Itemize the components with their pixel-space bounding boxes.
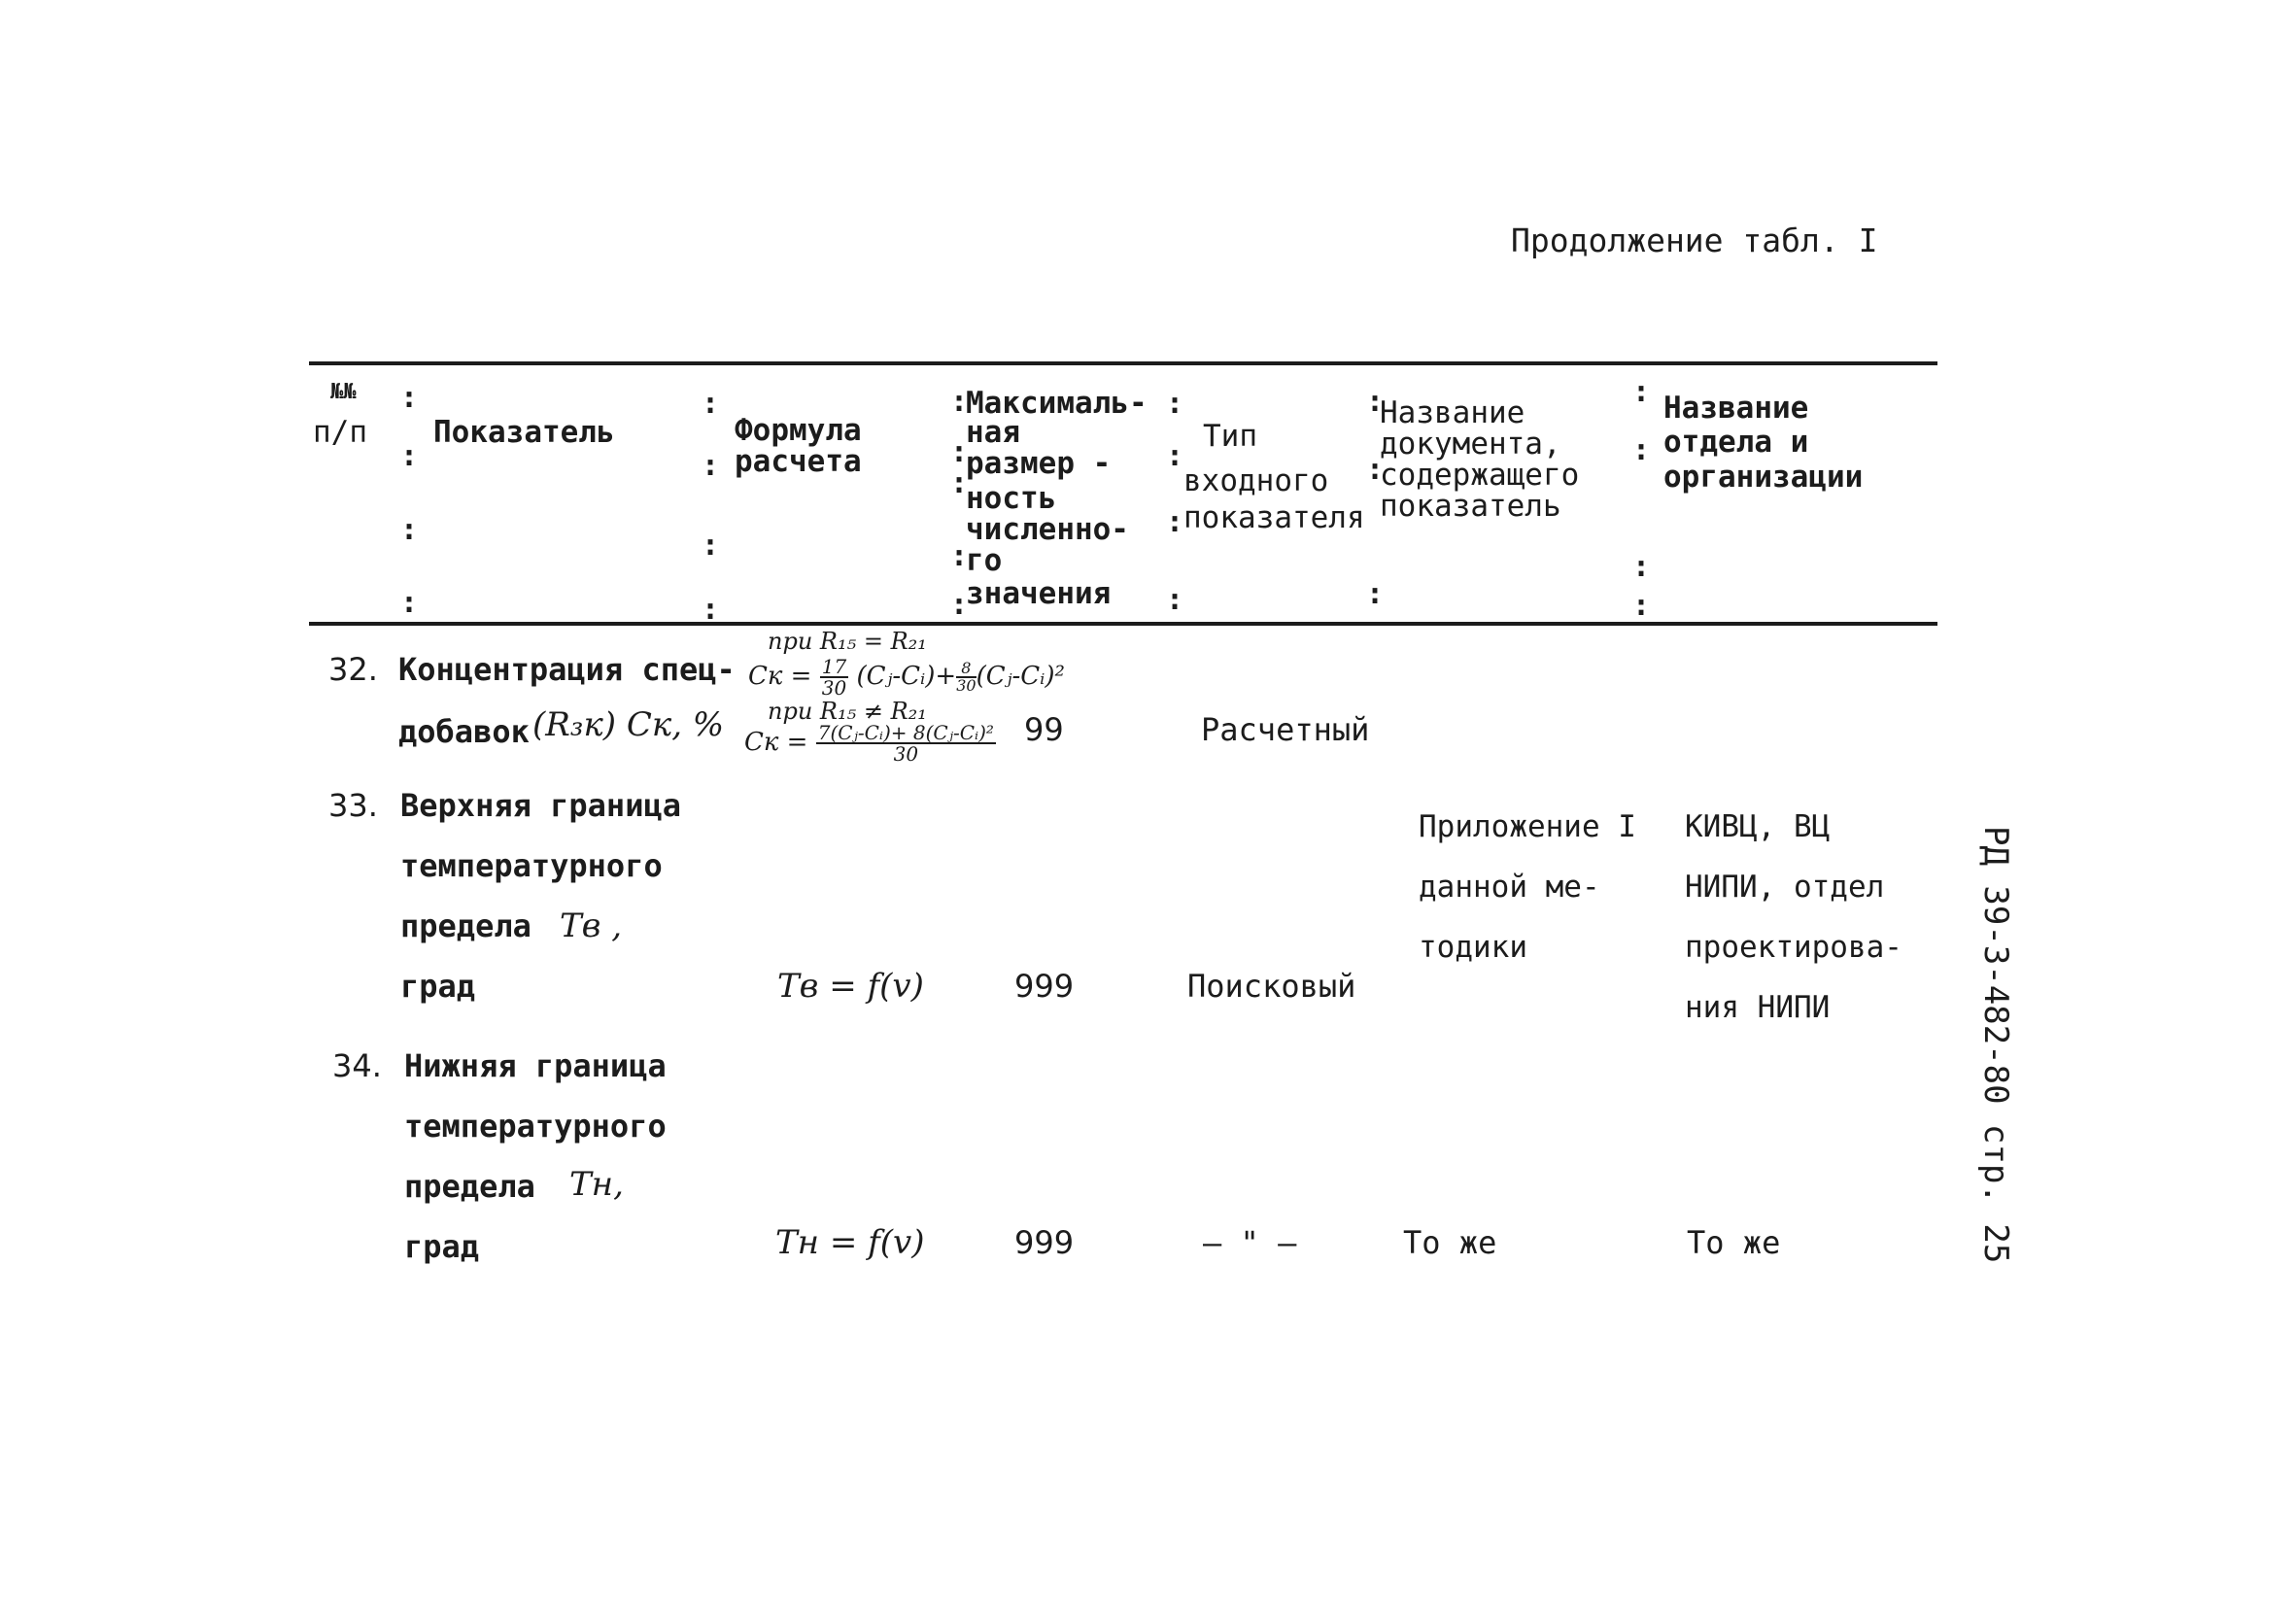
- separator-colon: :: [400, 381, 419, 415]
- formula-term: (Cⱼ-Cᵢ)²: [976, 662, 1065, 691]
- header-department-line2: отдела и: [1663, 425, 1809, 460]
- fraction-numerator: 8: [956, 661, 976, 678]
- fraction-numerator: 7(Cⱼ-Cᵢ)+ 8(Cⱼ-Cᵢ)²: [817, 721, 994, 744]
- header-document-line2: документа,: [1380, 427, 1561, 462]
- formula-fraction: [820, 657, 848, 698]
- row-department-line: КИВЦ, ВЦ: [1685, 809, 1831, 844]
- formula-condition: при R₁₅ = R₂₁: [768, 628, 927, 655]
- separator-colon: :: [702, 529, 720, 563]
- document-code-page-number: РД 39-3-482-80 стр. 25: [1976, 826, 2015, 1264]
- header-type-line3: показателя: [1183, 500, 1365, 535]
- formula-lhs: Cк =: [748, 662, 812, 691]
- formula-term: (Cⱼ-Cᵢ)+: [856, 662, 957, 691]
- separator-colon: :: [400, 586, 419, 620]
- row-number: 33.: [328, 787, 378, 824]
- row-indicator-line: град: [404, 1228, 480, 1265]
- header-max-size-line: го: [966, 543, 1003, 578]
- row-document-line: данной ме-: [1419, 870, 1600, 905]
- separator-colon: :: [702, 449, 720, 483]
- row-type: Поисковый: [1187, 968, 1356, 1005]
- row-indicator-line: температурного: [400, 847, 663, 884]
- header-formula-line1: Формула: [735, 413, 862, 448]
- row-max-size: 999: [1014, 1224, 1075, 1261]
- formula-fraction: [956, 661, 976, 694]
- row-indicator-line: предела: [404, 1168, 535, 1205]
- header-document-line4: показатель: [1380, 489, 1561, 524]
- header-indicator: Показатель: [433, 415, 615, 450]
- header-type-line1: Тип: [1203, 419, 1257, 454]
- row-indicator-line: добавок: [398, 713, 530, 750]
- separator-colon: :: [400, 513, 419, 547]
- header-document-line1: Название: [1380, 395, 1525, 430]
- separator-colon: :: [400, 439, 419, 473]
- fraction-numerator: 17: [821, 655, 847, 678]
- separator-colon: :: [1366, 577, 1385, 611]
- formula-lhs: Cк =: [744, 728, 808, 757]
- fraction-denominator: 30: [893, 742, 919, 766]
- separator-colon: :: [950, 385, 969, 419]
- separator-colon: :: [950, 435, 969, 469]
- row-indicator-symbol: (R₃к) Cк, %: [532, 705, 725, 744]
- header-max-size-line: ность: [966, 481, 1057, 516]
- separator-colon: :: [1632, 375, 1651, 409]
- header-num-mark: №№: [330, 380, 357, 404]
- row-type: – " –: [1203, 1224, 1297, 1261]
- header-document-line3: содержащего: [1380, 458, 1580, 493]
- row-indicator-line: град: [400, 968, 476, 1005]
- table-continuation-caption: Продолжение табл. I: [1511, 222, 1878, 259]
- fraction-denominator: 30: [821, 676, 847, 700]
- row-indicator-symbol: Tн,: [569, 1165, 624, 1204]
- row-formula: Tн = f(v): [775, 1223, 925, 1262]
- row-department-line: НИПИ, отдел: [1685, 870, 1885, 905]
- table-header-bottom-rule: [309, 622, 1937, 626]
- header-department-line3: организации: [1663, 460, 1864, 495]
- separator-colon: :: [1632, 433, 1651, 467]
- separator-colon: :: [1632, 550, 1651, 584]
- row-indicator-line: предела: [400, 907, 531, 944]
- formula-expression: [744, 723, 996, 764]
- row-max-size: 99: [1024, 711, 1064, 748]
- row-max-size: 999: [1014, 968, 1075, 1005]
- row-indicator-line: Верхняя граница: [400, 787, 681, 824]
- row-indicator-line: Нижняя граница: [404, 1047, 667, 1084]
- row-indicator-symbol: Tв ,: [560, 906, 623, 945]
- row-department-line: проектирова-: [1685, 930, 1902, 965]
- separator-colon: :: [1166, 505, 1184, 539]
- row-document-line: Приложение I: [1419, 809, 1636, 844]
- separator-colon: :: [1166, 439, 1184, 473]
- separator-colon: :: [1366, 453, 1385, 487]
- separator-colon: :: [1366, 385, 1385, 419]
- row-indicator-line: Концентрация спец-: [398, 651, 736, 688]
- header-department-line1: Название: [1663, 391, 1809, 426]
- header-num-label: п/п: [313, 415, 367, 450]
- separator-colon: :: [1166, 583, 1184, 617]
- separator-colon: :: [1632, 589, 1651, 623]
- header-max-size-line: Максималь-: [966, 386, 1148, 421]
- formula-condition: при R₁₅ ≠ R₂₁: [768, 698, 927, 725]
- row-formula: Tв = f(v): [777, 967, 924, 1006]
- separator-colon: :: [950, 539, 969, 573]
- separator-colon: :: [950, 466, 969, 500]
- separator-colon: :: [702, 593, 720, 627]
- row-number: 32.: [328, 651, 378, 688]
- fraction-denominator: 30: [956, 676, 977, 695]
- formula-expression: [748, 657, 1065, 698]
- header-max-size-line: размер -: [966, 446, 1112, 481]
- row-indicator-line: температурного: [404, 1108, 667, 1145]
- separator-colon: :: [1166, 387, 1184, 421]
- row-document: То же: [1403, 1224, 1497, 1261]
- row-document-line: тодики: [1419, 930, 1527, 965]
- header-max-size-line: значения: [966, 576, 1112, 611]
- formula-fraction: [816, 723, 996, 764]
- row-number: 34.: [332, 1047, 382, 1084]
- header-formula-line2: расчета: [735, 444, 862, 479]
- separator-colon: :: [702, 387, 720, 421]
- header-max-size-line: ная: [966, 415, 1020, 450]
- row-type: Расчетный: [1201, 711, 1370, 748]
- table-top-rule: [309, 361, 1937, 365]
- header-type-line2: входного: [1183, 463, 1329, 498]
- row-department-line: ния НИПИ: [1685, 990, 1831, 1025]
- row-department: То же: [1687, 1224, 1781, 1261]
- separator-colon: :: [950, 588, 969, 622]
- header-max-size-line: численно-: [966, 512, 1129, 547]
